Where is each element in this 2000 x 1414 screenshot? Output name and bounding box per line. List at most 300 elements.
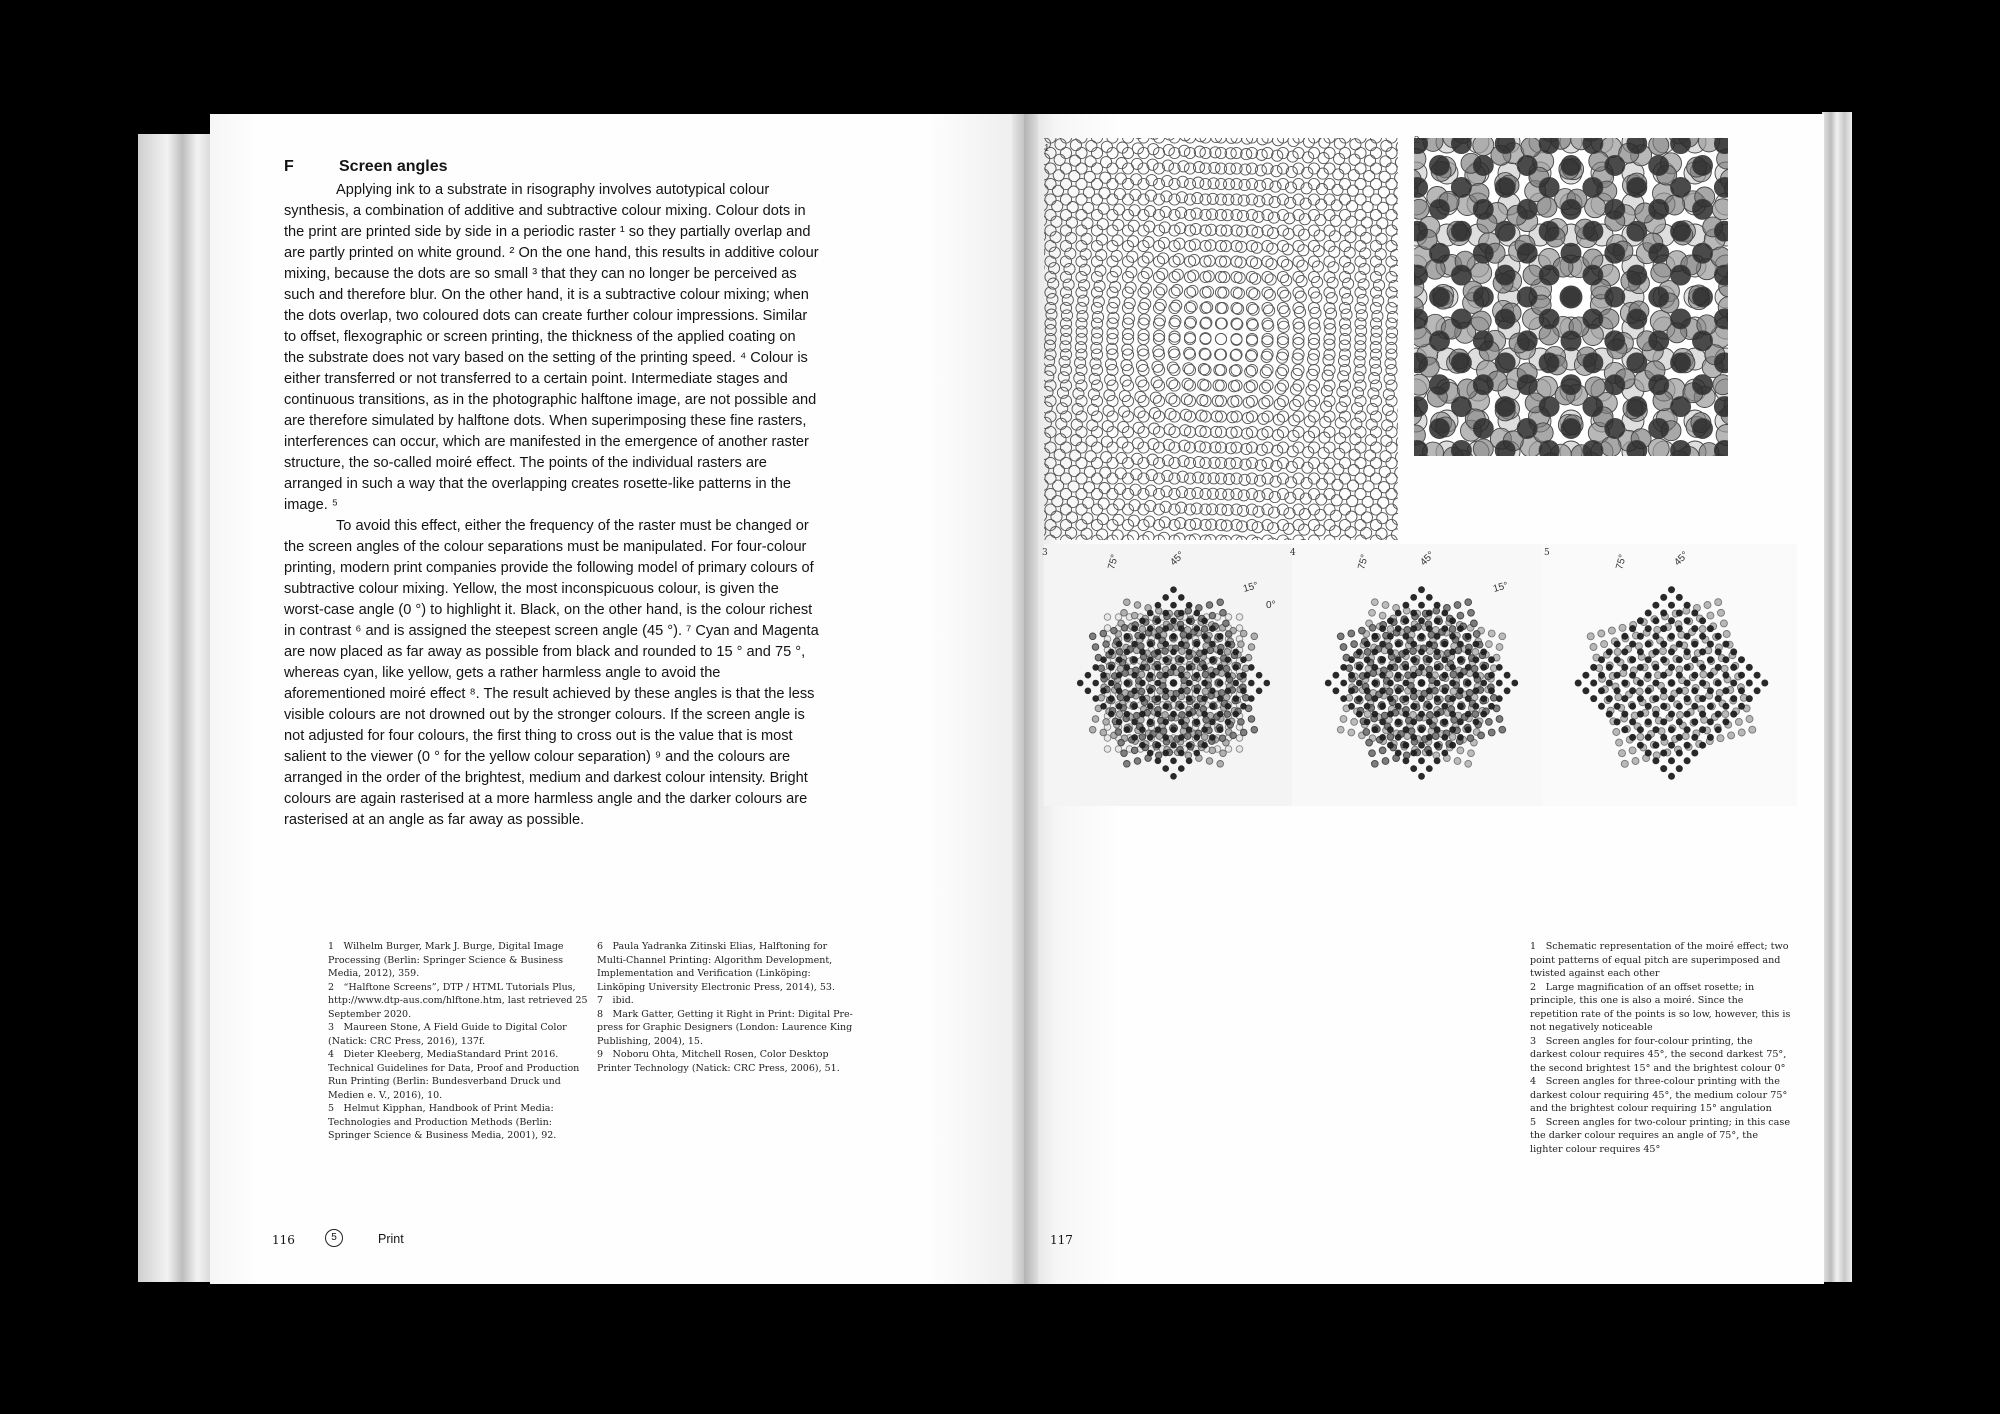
halftone-dot (1156, 284, 1167, 295)
halftone-dot (1700, 671, 1707, 678)
halftone-dot (1441, 703, 1448, 710)
halftone-dot (1215, 349, 1226, 360)
halftone-dot (1153, 473, 1164, 484)
halftone-dot (1316, 494, 1327, 505)
halftone-dot (1209, 612, 1216, 619)
halftone-dot (1616, 739, 1623, 746)
halftone-dot (1108, 695, 1115, 702)
halftone-dot (1207, 647, 1214, 654)
halftone-dot (1652, 633, 1659, 640)
halftone-dot (1364, 672, 1371, 679)
halftone-dot (1723, 631, 1730, 638)
halftone-dot (1215, 426, 1226, 437)
halftone-dot (1302, 167, 1313, 178)
halftone-dot (1414, 440, 1428, 456)
angle-label: 15° (1491, 580, 1510, 595)
halftone-dot (1167, 362, 1178, 373)
halftone-dot (1488, 630, 1495, 637)
halftone-dot (1170, 649, 1177, 656)
halftone-dot (1414, 327, 1431, 347)
halftone-dot (1426, 610, 1433, 617)
halftone-dot (1396, 452, 1399, 463)
halftone-dot (1356, 695, 1363, 702)
halftone-dot (1294, 307, 1305, 318)
halftone-dot (1370, 163, 1381, 174)
halftone-dot (1084, 466, 1095, 477)
halftone-dot (1332, 479, 1343, 490)
halftone-dot (1335, 417, 1346, 428)
halftone-dot (1218, 287, 1229, 298)
halftone-dot (1496, 664, 1503, 671)
halftone-dot (1699, 648, 1706, 655)
halftone-dot (1145, 206, 1156, 217)
halftone-dot (1370, 519, 1381, 530)
halftone-dot (1058, 372, 1069, 383)
halftone-dot (1449, 695, 1456, 702)
halftone-dot (1121, 625, 1128, 632)
halftone-dot (1517, 375, 1537, 395)
halftone-dot (1282, 539, 1293, 540)
halftone-dot (1147, 734, 1154, 741)
halftone-dot (1699, 726, 1706, 733)
halftone-dot (1293, 163, 1304, 174)
chapter-number-icon: 5 (325, 1229, 343, 1247)
halftone-dot (1426, 734, 1433, 741)
halftone-dot (1100, 688, 1107, 695)
halftone-dot (1194, 641, 1201, 648)
halftone-dot (1215, 333, 1226, 344)
halftone-dot (1465, 649, 1472, 656)
halftone-dot (1152, 361, 1163, 372)
halftone-dot (1217, 761, 1224, 768)
halftone-dot (1337, 633, 1344, 640)
halftone-dot (1116, 672, 1123, 679)
halftone-dot (1371, 760, 1378, 767)
halftone-dot (1517, 199, 1537, 219)
halftone-dot (1169, 395, 1180, 406)
halftone-dot (1131, 734, 1138, 741)
halftone-dot (1158, 253, 1169, 264)
halftone-dot (1123, 329, 1134, 340)
halftone-dot (1075, 357, 1086, 368)
halftone-dot (1316, 184, 1327, 195)
halftone-dot (1199, 348, 1210, 359)
halftone-dot (1139, 726, 1146, 733)
halftone-dot (1160, 728, 1167, 735)
halftone-dot (1170, 726, 1177, 733)
halftone-dot (1371, 711, 1378, 718)
halftone-dot (1225, 631, 1232, 638)
halftone-dot (1118, 421, 1129, 432)
halftone-dot (1738, 687, 1745, 694)
halftone-dot (1583, 177, 1603, 197)
halftone-dot (1387, 617, 1394, 624)
halftone-dot (1414, 397, 1428, 417)
halftone-dot (1162, 470, 1173, 481)
halftone-dot (1347, 480, 1358, 491)
halftone-dot (1652, 711, 1659, 718)
body-text (284, 180, 819, 831)
halftone-dot (1139, 664, 1146, 671)
halftone-dot (1451, 397, 1471, 417)
halftone-dot (1414, 199, 1429, 219)
halftone-dot (1111, 627, 1118, 634)
halftone-dot (1084, 482, 1095, 493)
halftone-dot (1715, 711, 1722, 718)
halftone-dot (1262, 380, 1273, 391)
halftone-dot (1645, 656, 1652, 663)
halftone-dot (1351, 719, 1358, 726)
halftone-dot (1232, 664, 1239, 671)
halftone-dot (1371, 726, 1378, 733)
halftone-dot (1068, 186, 1079, 197)
figure-three-colour-angles (1292, 544, 1547, 806)
halftone-dot (1386, 426, 1397, 437)
halftone-dot (1347, 185, 1358, 196)
halftone-dot (1232, 695, 1239, 702)
halftone-dot (1046, 309, 1057, 320)
halftone-dot (1355, 442, 1366, 453)
halftone-dot (1382, 420, 1393, 431)
halftone-dot (1364, 719, 1371, 726)
halftone-dot (1348, 630, 1355, 637)
halftone-dot (1139, 734, 1146, 741)
halftone-dot (1360, 232, 1371, 243)
halftone-dot (1348, 703, 1355, 710)
halftone-dot (1162, 703, 1169, 710)
halftone-dot (1293, 287, 1304, 298)
halftone-dot (1143, 237, 1154, 248)
footnote: 9 Noboru Ohta, Mitchell Rosen, Color Desktop Printer Technology (Natick: CRC Press, 2006), 51. (597, 1049, 840, 1074)
halftone-dot (1122, 178, 1133, 189)
halftone-dot (1454, 602, 1461, 609)
halftone-dot (1277, 395, 1288, 406)
halftone-dot (1395, 703, 1402, 710)
halftone-dot (1649, 156, 1669, 176)
halftone-dot (1108, 680, 1115, 687)
halftone-dot (1131, 612, 1138, 619)
halftone-dot (1340, 664, 1347, 671)
halftone-dot (1451, 221, 1471, 241)
halftone-dot (1371, 664, 1378, 671)
halftone-dot (1730, 648, 1737, 655)
halftone-dot (1201, 664, 1208, 671)
halftone-dot (1349, 449, 1360, 460)
figure-label: 3 (1042, 548, 1048, 558)
halftone-dot (1218, 690, 1225, 697)
halftone-dot (1410, 656, 1417, 663)
halftone-dot (1652, 648, 1659, 655)
halftone-dot (1676, 672, 1683, 679)
halftone-dot (1107, 473, 1118, 484)
halftone-dot (1355, 395, 1366, 406)
halftone-dot (1364, 687, 1371, 694)
halftone-dot (1122, 411, 1133, 422)
halftone-dot (1434, 757, 1441, 764)
halftone-dot (1092, 680, 1099, 687)
halftone-dot (1671, 309, 1691, 329)
halftone-dot (1139, 680, 1146, 687)
halftone-dot (1473, 375, 1493, 395)
halftone-dot (1333, 687, 1340, 694)
halftone-dot (1256, 149, 1267, 160)
halftone-dot (1116, 711, 1123, 718)
halftone-dot (1262, 194, 1273, 205)
halftone-dot (1062, 294, 1073, 305)
halftone-dot (1722, 656, 1729, 663)
page-edges-left (138, 134, 212, 1282)
halftone-dot (1155, 664, 1162, 671)
halftone-dot (1169, 287, 1180, 298)
halftone-dot (1585, 377, 1605, 397)
halftone-dot (1371, 326, 1382, 337)
halftone-dot (1379, 747, 1386, 754)
halftone-dot (1295, 291, 1306, 302)
halftone-dot (1339, 271, 1350, 282)
halftone-dot (1668, 664, 1675, 671)
halftone-dot (1684, 680, 1691, 687)
halftone-dot (1277, 411, 1288, 422)
halftone-dot (1627, 309, 1647, 329)
halftone-dot (1418, 711, 1425, 718)
halftone-dot (1219, 735, 1226, 742)
halftone-dot (1162, 610, 1169, 617)
halftone-dot (1131, 641, 1138, 648)
halftone-dot (1410, 765, 1417, 772)
halftone-dot (1583, 353, 1603, 373)
halftone-dot (1410, 594, 1417, 601)
halftone-dot (1136, 360, 1147, 371)
halftone-dot (1430, 375, 1450, 395)
halftone-dot (1691, 641, 1698, 648)
halftone-dot (1209, 641, 1216, 648)
halftone-dot (1468, 750, 1475, 757)
halftone-dot (1220, 750, 1227, 757)
halftone-dot (1060, 209, 1071, 220)
halftone-dot (1668, 680, 1675, 687)
halftone-dot (1193, 472, 1204, 483)
footnote: 1 Wilhelm Burger, Mark J. Burge, Digital Image Processing (Berlin: Springer Science & Business Media, 2012), 359. (328, 941, 564, 979)
halftone-dot (1162, 693, 1169, 700)
halftone-dot (1713, 375, 1728, 395)
halftone-dot (1364, 711, 1371, 718)
halftone-dot (1704, 602, 1711, 609)
halftone-dot (1648, 438, 1669, 456)
halftone-dot (1660, 648, 1667, 655)
halftone-dot (1361, 527, 1372, 538)
halftone-dot (1715, 633, 1722, 640)
halftone-dot (1539, 138, 1559, 154)
halftone-dot (1293, 457, 1304, 468)
halftone-dot (1426, 719, 1433, 726)
halftone-dot (1049, 247, 1060, 258)
halftone-dot (1240, 729, 1247, 736)
halftone-dot (1044, 215, 1047, 226)
halftone-dot (1395, 687, 1402, 694)
halftone-dot (1103, 641, 1110, 648)
halftone-dot (1119, 406, 1130, 417)
halftone-dot (1614, 703, 1621, 710)
left-page (210, 114, 1026, 1284)
halftone-dot (1621, 664, 1628, 671)
halftone-dot (1155, 649, 1162, 656)
halftone-dot (1100, 703, 1107, 710)
angle-label: 75° (1356, 553, 1371, 571)
halftone-dot (1155, 602, 1162, 609)
halftone-dot (1457, 747, 1464, 754)
halftone-dot (1170, 618, 1177, 625)
halftone-dot (1426, 625, 1433, 632)
halftone-dot (1215, 287, 1226, 298)
halftone-dot (1153, 287, 1164, 298)
halftone-dot (1053, 170, 1064, 181)
halftone-dot (1605, 287, 1625, 307)
halftone-dot (1254, 196, 1265, 207)
halftone-dot (1176, 192, 1187, 203)
halftone-dot (1371, 680, 1378, 687)
halftone-dot (1614, 656, 1621, 663)
halftone-dot (1715, 664, 1722, 671)
halftone-dot (1124, 726, 1131, 733)
halftone-dot (1370, 342, 1381, 353)
halftone-dot (1131, 747, 1138, 754)
halftone-dot (1707, 656, 1714, 663)
halftone-dot (1308, 240, 1319, 251)
halftone-dot (1147, 750, 1154, 757)
halftone-dot (1262, 178, 1273, 189)
halftone-dot (1164, 138, 1175, 140)
halftone-dot (1684, 633, 1691, 640)
halftone-dot (1395, 157, 1398, 168)
halftone-dot (1645, 703, 1652, 710)
halftone-dot (1069, 465, 1080, 476)
halftone-dot (1356, 680, 1363, 687)
halftone-dot (1357, 294, 1368, 305)
halftone-dot (1178, 750, 1185, 757)
figure-label: 5 (1544, 548, 1550, 558)
angle-label: 75° (1106, 553, 1121, 571)
halftone-dot (1167, 377, 1178, 388)
halftone-dot (1449, 626, 1456, 633)
figure-label: 2 (1414, 136, 1420, 146)
halftone-dot (1403, 711, 1410, 718)
halftone-dot (1495, 309, 1515, 329)
halftone-dot (1155, 726, 1162, 733)
halftone-dot (1045, 519, 1056, 530)
halftone-dot (1488, 672, 1495, 679)
halftone-dot (1215, 395, 1226, 406)
halftone-dot (1583, 309, 1603, 329)
halftone-dot (1457, 672, 1464, 679)
halftone-dot (1290, 384, 1301, 395)
halftone-dot (1699, 626, 1706, 633)
halftone-dot (1362, 201, 1373, 212)
halftone-dot (1162, 765, 1169, 772)
halftone-dot (1324, 535, 1335, 540)
halftone-dot (1348, 729, 1355, 736)
halftone-dot (1637, 633, 1644, 640)
halftone-dot (1637, 617, 1644, 624)
halftone-dot (1583, 221, 1603, 241)
halftone-dot (1349, 154, 1360, 165)
halftone-dot (1434, 711, 1441, 718)
halftone-dot (1076, 147, 1087, 158)
angle-label: 45° (1168, 549, 1187, 569)
halftone-dot (1355, 457, 1366, 468)
halftone-dot (1364, 649, 1371, 656)
halftone-dot (1627, 138, 1647, 154)
halftone-dot (1621, 726, 1628, 733)
halftone-dot (1155, 711, 1162, 718)
halftone-dot (1206, 209, 1217, 220)
halftone-dot (1366, 739, 1373, 746)
halftone-dot (1441, 656, 1448, 663)
halftone-dot (1684, 726, 1691, 733)
halftone-dot (1434, 617, 1441, 624)
halftone-dot (1220, 610, 1227, 617)
angle-label: 15° (1241, 580, 1260, 595)
halftone-dot (1432, 733, 1439, 740)
halftone-dot (1386, 688, 1393, 695)
halftone-dot (1209, 703, 1216, 710)
halftone-dot (1364, 170, 1375, 181)
halftone-dot (1441, 750, 1448, 757)
halftone-dot (1605, 375, 1625, 395)
halftone-dot (1434, 726, 1441, 733)
halftone-dot (1699, 664, 1706, 671)
halftone-dot (1370, 240, 1381, 251)
halftone-dot (1590, 695, 1597, 702)
halftone-dot (1096, 250, 1107, 261)
halftone-dot (1370, 670, 1377, 677)
halftone-dot (1091, 178, 1102, 189)
halftone-dot (1465, 760, 1472, 767)
halftone-dot (1248, 680, 1255, 687)
halftone-dot (1652, 680, 1659, 687)
halftone-dot (1649, 138, 1669, 155)
halftone-dot (1051, 216, 1062, 227)
halftone-dot (1187, 285, 1198, 296)
footnote: 3 Maureen Stone, A Field Guide to Digital Color (Natick: CRC Press, 2016), 137f. (328, 1022, 567, 1047)
halftone-dot (1645, 687, 1652, 694)
halftone-dot (1050, 527, 1061, 538)
halftone-dot (1473, 703, 1480, 710)
halftone-dot (1169, 256, 1180, 267)
halftone-dot (1395, 467, 1398, 478)
halftone-dot (1652, 695, 1659, 702)
halftone-dot (1649, 331, 1669, 351)
halftone-dot (1194, 625, 1201, 632)
halftone-dot (1343, 263, 1354, 274)
caption: 1 Schematic representation of the moiré effect; two point patterns of equal pitch are superimposed and twisted against each other (1530, 941, 1789, 979)
halftone-dot (1259, 398, 1270, 409)
halftone-dot (1139, 633, 1146, 640)
halftone-dot (1629, 656, 1636, 663)
halftone-dot (1250, 258, 1261, 269)
halftone-dot (1179, 648, 1186, 655)
halftone-dot (1277, 457, 1288, 468)
halftone-dot (1365, 450, 1376, 461)
halftone-dot (1149, 138, 1160, 139)
halftone-dot (1157, 268, 1168, 279)
halftone-dot (1151, 377, 1162, 388)
halftone-dot (1583, 397, 1603, 417)
halftone-dot (1379, 656, 1386, 663)
halftone-dot (1184, 688, 1191, 695)
halftone-dot (1668, 757, 1675, 764)
halftone-dot (1070, 435, 1081, 446)
halftone-dot (1707, 718, 1714, 725)
